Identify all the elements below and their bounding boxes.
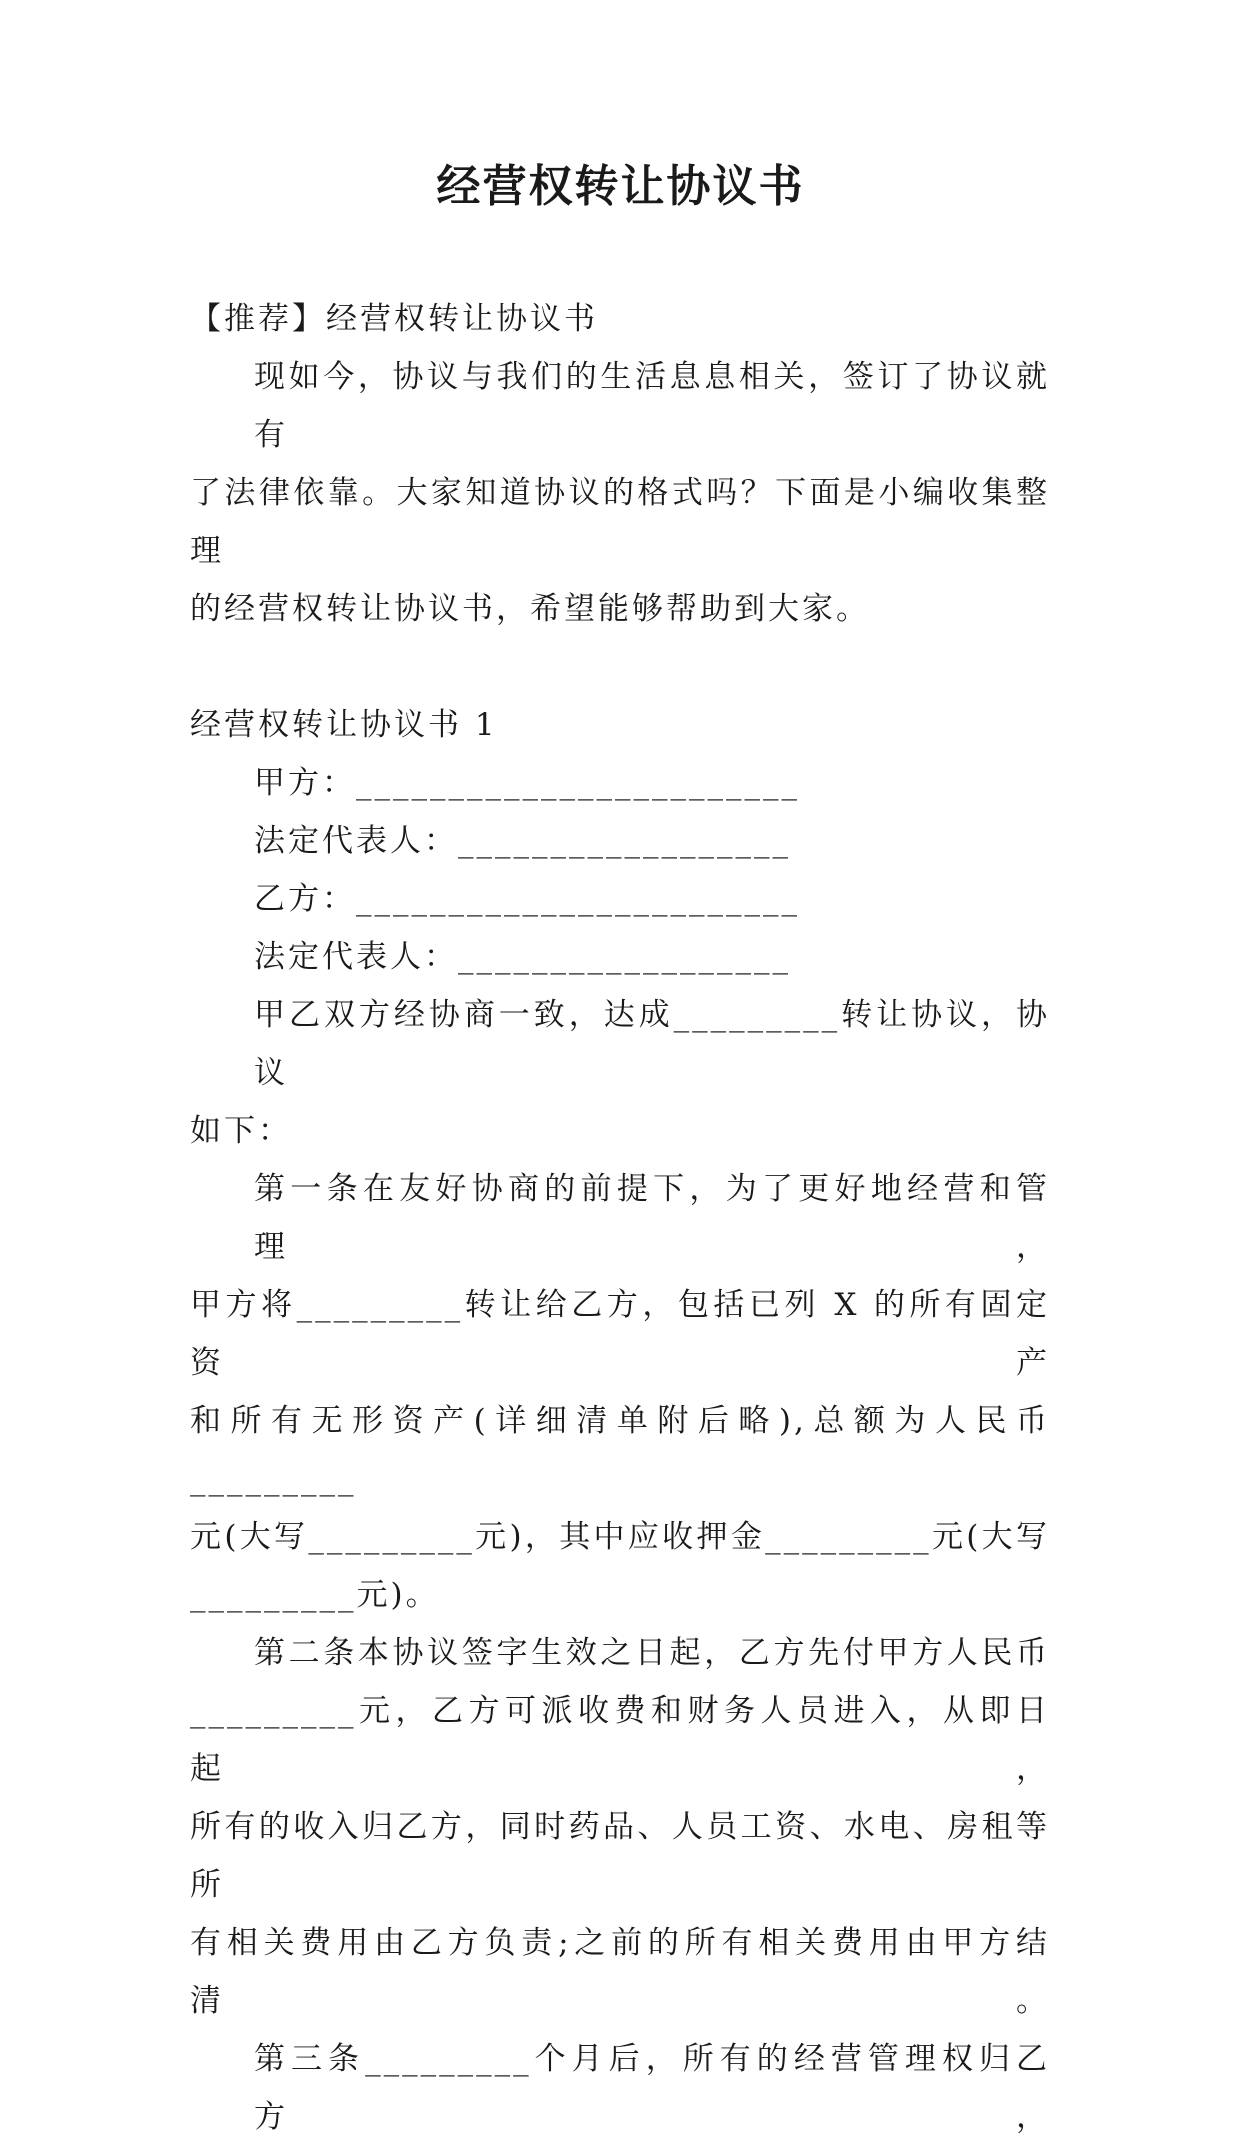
party-a-field: 甲方：________________________	[254, 765, 800, 801]
article-2-line: 所有的收入归乙方，同时药品、人员工资、水电、房租等所	[190, 1809, 1050, 1903]
party-b-representative-field: 法定代表人：__________________	[254, 939, 791, 975]
intro-heading: 【推荐】经营权转让协议书	[190, 301, 598, 337]
spacer	[190, 638, 1050, 696]
article-1-line: 甲方将_________转让给乙方，包括已列 X 的所有固定资产	[190, 1287, 1050, 1381]
article-2-line: 第二条本协议签字生效之日起，乙方先付甲方人民币	[254, 1635, 1050, 1671]
article-1-line: 和所有无形资产(详细清单附后略),总额为人民币_________	[190, 1403, 1050, 1497]
intro-paragraph-line: 现如今，协议与我们的生活息息相关，签订了协议就有	[254, 359, 1050, 453]
agreement-intro-line: 如下：	[190, 1113, 292, 1149]
intro-paragraph-line: 了法律依靠。大家知道协议的格式吗？下面是小编收集整理	[190, 475, 1050, 569]
article-1-line: 元(大写_________元)，其中应收押金_________元(大写	[190, 1519, 1050, 1555]
article-2-line: 有相关费用由乙方负责;之前的所有相关费用由甲方结清。	[190, 1925, 1050, 2019]
document-body	[190, 290, 1050, 2146]
article-3-line: 第三条_________个月后，所有的经营管理权归乙方，	[254, 2041, 1050, 2135]
party-b-field: 乙方：________________________	[254, 881, 800, 917]
document-title: 经营权转让协议书	[436, 161, 805, 212]
intro-paragraph-line: 的经营权转让协议书，希望能够帮助到大家。	[190, 591, 870, 627]
party-a-representative-field: 法定代表人：__________________	[254, 823, 791, 859]
article-2-line: _________元，乙方可派收费和财务人员进入，从即日起，	[190, 1693, 1050, 1787]
article-1-line: 第一条在友好协商的前提下，为了更好地经营和管理，	[254, 1171, 1050, 1265]
agreement-intro-line: 甲乙双方经协商一致，达成_________转让协议，协议	[254, 997, 1050, 1091]
article-1-line: _________元)。	[190, 1577, 440, 1613]
section-heading: 经营权转让协议书 1	[190, 707, 498, 743]
